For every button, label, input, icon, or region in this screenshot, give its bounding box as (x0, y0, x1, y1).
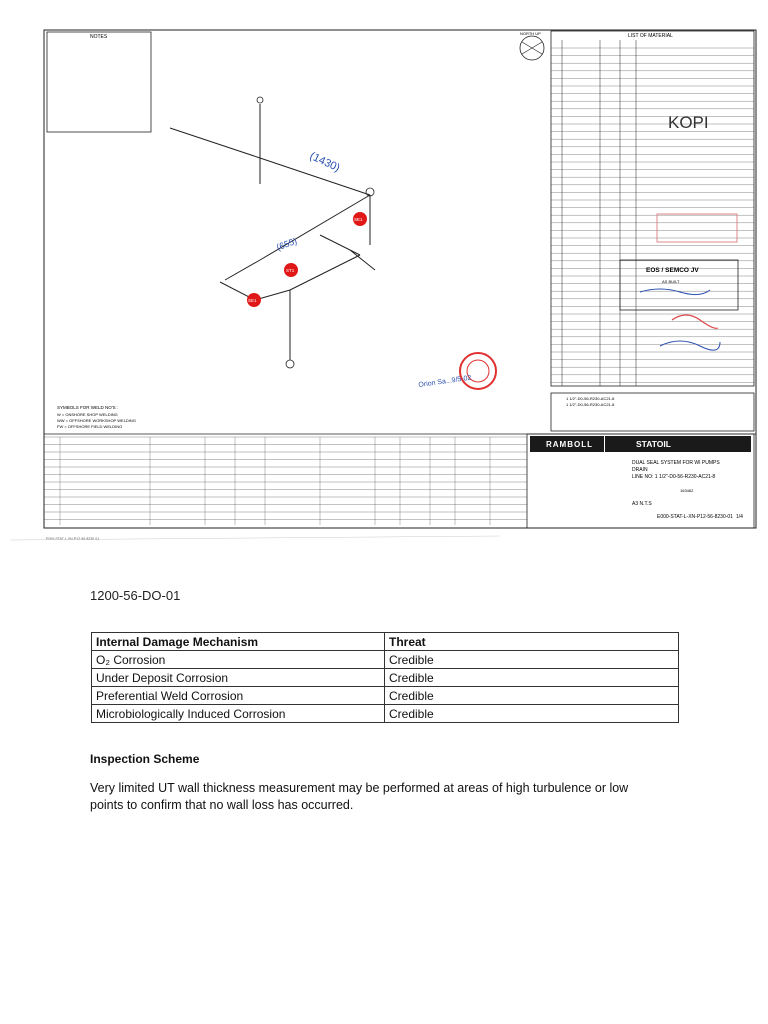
svg-text:1 1/2"-D0-56-R230-AC21-8: 1 1/2"-D0-56-R230-AC21-8 (566, 402, 615, 407)
signature-note: Orion Sa...9/5-02 (418, 374, 472, 390)
svg-text:FW = OFFSHORE FIELD WELDING: FW = OFFSHORE FIELD WELDING (57, 424, 123, 429)
svg-text:DRAIN: DRAIN (632, 467, 648, 473)
column-header: Threat (385, 633, 679, 651)
table-row (92, 705, 679, 723)
svg-text:E000-STAT-L-XN-P12-56-8230-01: E000-STAT-L-XN-P12-56-8230-01 (657, 514, 733, 520)
north-arrow-icon (520, 31, 544, 60)
svg-text:E000-STAT-L-XN-P12-56-8230-01: E000-STAT-L-XN-P12-56-8230-01 (46, 537, 100, 541)
mechanism-cell: Preferential Weld Corrosion (92, 687, 385, 705)
title-block (527, 434, 754, 528)
table-header-row (92, 633, 679, 651)
document-id: 1200-56-DO-01 (90, 588, 181, 603)
notes-label: NOTES (90, 34, 108, 40)
inspection-heading: Inspection Scheme (90, 752, 200, 766)
mechanism-cell: O₂ Corrosion (92, 651, 385, 669)
svg-text:SE1: SE1 (248, 298, 257, 303)
svg-text:NORTH UP: NORTH UP (520, 31, 541, 36)
weld-symbols-legend (57, 405, 136, 429)
svg-text:A3 N.T.S: A3 N.T.S (632, 501, 652, 507)
threat-cell: Credible (385, 651, 679, 669)
material-list (551, 31, 754, 386)
table-row (92, 669, 679, 687)
svg-text:LINE NO: 1 1/2"-D0-56-R230-AC2: LINE NO: 1 1/2"-D0-56-R230-AC21-8 (632, 474, 716, 480)
table-row (92, 687, 679, 705)
blue-annotation: (655) (275, 235, 299, 253)
threat-cell: Credible (385, 669, 679, 687)
svg-text:SYMBOLS FOR WELD NO'S :: SYMBOLS FOR WELD NO'S : (57, 405, 119, 410)
inspection-text: Very limited UT wall thickness measurement may be performed at areas of high turbulence or low points to confirm that no wall loss has occurred. (90, 781, 629, 812)
blue-annotation: (1430) (307, 150, 342, 175)
kopi-stamp: KOPI (668, 113, 709, 132)
mechanism-cell: Under Deposit Corrosion (92, 669, 385, 687)
statoil-logo: STATOIL (636, 439, 671, 449)
eos-semco-label: EOS / SEMCO JV (646, 267, 699, 274)
threat-cell: Credible (385, 687, 679, 705)
damage-mechanism-table (91, 632, 679, 723)
svg-text:W = ONSHORE SHOP WELDING: W = ONSHORE SHOP WELDING (57, 412, 118, 417)
weld-marker (284, 263, 298, 277)
weld-marker (353, 212, 367, 226)
svg-text:ST1: ST1 (286, 268, 295, 273)
svg-text:1/4: 1/4 (736, 514, 743, 520)
weld-marker (247, 293, 261, 307)
svg-text:LIST OF MATERIAL: LIST OF MATERIAL (628, 33, 673, 39)
svg-text:SE1: SE1 (354, 217, 363, 222)
svg-text:WW = OFFSHORE WORKSHOP WELDING: WW = OFFSHORE WORKSHOP WELDING (57, 418, 136, 423)
mechanism-cell: Microbiologically Induced Corrosion (92, 705, 385, 723)
threat-cell: Credible (385, 705, 679, 723)
column-header: Internal Damage Mechanism (92, 633, 385, 651)
svg-text:DUAL SEAL SYSTEM FOR WI PUMPS: DUAL SEAL SYSTEM FOR WI PUMPS (632, 460, 720, 466)
piping-lines (170, 104, 375, 360)
svg-text:1 1/2"-D0-56-R230-AC21-8: 1 1/2"-D0-56-R230-AC21-8 (566, 396, 615, 401)
svg-text:163462: 163462 (680, 488, 694, 493)
svg-text:AS BUILT: AS BUILT (662, 279, 680, 284)
table-row (92, 651, 679, 669)
ramboll-logo: RAMBOLL (546, 440, 593, 449)
approval-stamp (460, 353, 496, 389)
